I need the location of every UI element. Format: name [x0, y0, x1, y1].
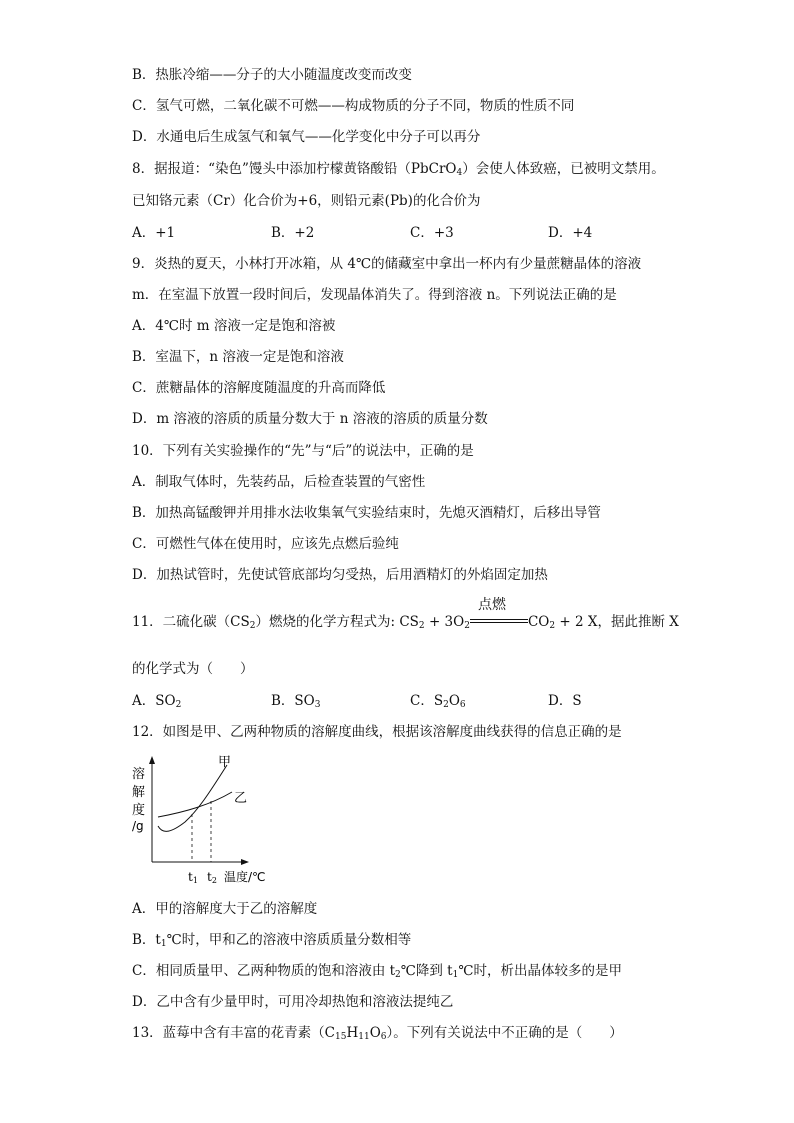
- q11-rhs-co: CO: [527, 614, 550, 630]
- question-8-line1: [132, 160, 665, 182]
- t2-label: [207, 870, 217, 885]
- question-11-line1: [132, 597, 679, 635]
- y-label-2: 解: [132, 785, 146, 800]
- q12-C-mid: ℃降到 t: [400, 963, 453, 979]
- q13-h: H: [346, 1025, 359, 1041]
- question-9-line1: 9．炎热的夏天，小林打开冰箱，从 4℃的储藏室中拿出一杯内有少量蔗糖晶体的溶液: [132, 256, 642, 272]
- q13-sub2: 11: [358, 1032, 370, 1042]
- q8-option-C[interactable]: C．+3: [410, 225, 454, 241]
- series-label-jia: 甲: [218, 755, 232, 770]
- q8-option-A[interactable]: A．+1: [132, 225, 176, 241]
- q11-C-text: C．S: [410, 693, 444, 709]
- q12-option-D[interactable]: D．乙中含有少量甲时，可用冷却热饱和溶液法提纯乙: [132, 994, 454, 1010]
- q8-option-D[interactable]: D．+4: [548, 225, 593, 241]
- q11-rhs-post: + 2 X，据此推断 X: [555, 614, 679, 630]
- q10-option-C[interactable]: C．可燃性气体在使用时，应该先点燃后验纯: [132, 536, 399, 552]
- solubility-curve-figure: [130, 750, 280, 890]
- q12-C-sub1: 2: [395, 970, 401, 980]
- q11-option-B[interactable]: [271, 692, 320, 714]
- t1-label-sub: 1: [192, 876, 198, 885]
- y-axis-arrow: [149, 756, 155, 764]
- curve-yi: [158, 792, 232, 817]
- q11-rhs-sub: 2: [549, 621, 556, 631]
- q11-option-A[interactable]: [132, 692, 181, 714]
- q11-A-sub: 2: [175, 700, 182, 710]
- reaction-condition-arrow: [470, 597, 528, 631]
- q9-option-D[interactable]: D．m 溶液的溶质的质量分数大于 n 溶液的溶质的质量分数: [132, 411, 488, 427]
- q10-option-A[interactable]: A．制取气体时，先装药品，后检查装置的气密性: [132, 474, 426, 490]
- question-10: 10．下列有关实验操作的“先”与“后”的说法中，正确的是: [132, 443, 474, 459]
- t1-label: [188, 870, 198, 885]
- q11-B-sub: 3: [314, 700, 321, 710]
- t1-label-t: t: [188, 870, 193, 884]
- q8-sub: 4: [456, 168, 463, 178]
- q12-B-post: ℃时，甲和乙的溶液中溶质质量分数相等: [166, 932, 412, 948]
- q11-option-D[interactable]: D．S: [548, 693, 582, 709]
- q11-plus-o2: + 3O: [424, 614, 465, 630]
- reaction-condition-label: 点燃: [477, 597, 506, 613]
- q10-option-D[interactable]: D．加热试管时，先使试管底部均匀受热，后用酒精灯的外焰固定加热: [132, 567, 548, 583]
- question-13: [132, 1024, 623, 1046]
- q11-o2-sub: 2: [464, 621, 470, 631]
- q12-option-C[interactable]: [132, 962, 622, 984]
- q11-C-sub1: 2: [443, 700, 449, 710]
- q11-A-text: A．SO: [132, 693, 176, 709]
- question-9-line2: m．在室温下放置一段时间后，发现晶体消失了。得到溶液 n。下列说法正确的是: [132, 287, 617, 303]
- q10-option-B[interactable]: B．加热高锰酸钾并用排水法收集氧气实验结束时，先熄灭酒精灯，后移出导管: [132, 505, 601, 521]
- q12-B-pre: B．t: [132, 932, 161, 948]
- y-label-4: /g: [132, 819, 144, 833]
- option-prev-C: C．氢气可燃，二氧化碳不可燃——构成物质的分子不同，物质的性质不同: [132, 98, 575, 114]
- q12-C-sub2: 1: [452, 970, 459, 980]
- q11-text-mid: ）燃烧的化学方程式为: CS: [255, 614, 419, 630]
- q12-C-post: ℃时，析出晶体较多的是甲: [458, 963, 622, 979]
- series-label-yi: 乙: [234, 791, 248, 806]
- q13-sub3: 6: [380, 1032, 387, 1042]
- q13-sub1: 15: [335, 1032, 347, 1042]
- q13-pre: 13．蓝莓中含有丰富的花青素（C: [132, 1025, 336, 1041]
- q9-option-A[interactable]: A．4℃时 m 溶液一定是饱和溶被: [132, 318, 336, 334]
- t2-label-t: t: [207, 870, 212, 884]
- q11-cs2-sub: 2: [418, 621, 425, 631]
- option-prev-D: D．水通电后生成氢气和氧气——化学变化中分子可以再分: [132, 129, 481, 145]
- q9-option-C[interactable]: C．蔗糖晶体的溶解度随温度的升高而降低: [132, 380, 386, 396]
- q12-option-B[interactable]: [132, 931, 411, 953]
- q13-post: ）。下列有关说法中不正确的是（ ）: [386, 1025, 623, 1041]
- q11-sub: 2: [249, 621, 256, 631]
- q12-C-pre: C．相同质量甲、乙两种物质的饱和溶液由 t: [132, 963, 396, 979]
- t2-label-sub: 2: [211, 876, 217, 885]
- q9-option-B[interactable]: B．室温下，n 溶液一定是饱和溶液: [132, 349, 344, 365]
- y-label-1: 溶: [132, 767, 146, 782]
- question-8-line2: 已知铬元素（Cr）化合价为+6，则铅元素(Pb)的化合价为: [132, 193, 481, 209]
- q11-C-sub2: 6: [459, 700, 466, 710]
- x-axis-label: 温度/℃: [224, 870, 266, 884]
- question-12: 12．如图是甲、乙两种物质的溶解度曲线，根据该溶解度曲线获得的信息正确的是: [132, 724, 622, 740]
- q11-text-pre: 11．二硫化碳（CS: [132, 614, 250, 630]
- q11-option-C[interactable]: [410, 692, 466, 714]
- q8-text-pre: 8．据报道：“染色”馒头中添加柠檬黄铬酸铅（PbCrO: [132, 161, 457, 177]
- q8-option-B[interactable]: B．+2: [271, 225, 315, 241]
- x-axis-arrow: [241, 859, 249, 865]
- option-8B-prev: B．热胀冷缩——分子的大小随温度改变而改变: [132, 67, 412, 83]
- y-label-3: 度: [132, 803, 146, 818]
- q11-B-text: B．SO: [271, 693, 315, 709]
- q12-B-sub: 1: [160, 939, 167, 949]
- q11-C-mid: O: [448, 693, 460, 709]
- q13-o: O: [369, 1025, 381, 1041]
- curve-jia: [158, 765, 227, 831]
- q8-text-post: ）会使人体致癌，已被明文禁用。: [462, 161, 665, 177]
- q12-option-A[interactable]: A．甲的溶解度大于乙的溶解度: [132, 901, 318, 917]
- question-11-line2: 的化学式为（ ）: [132, 661, 254, 677]
